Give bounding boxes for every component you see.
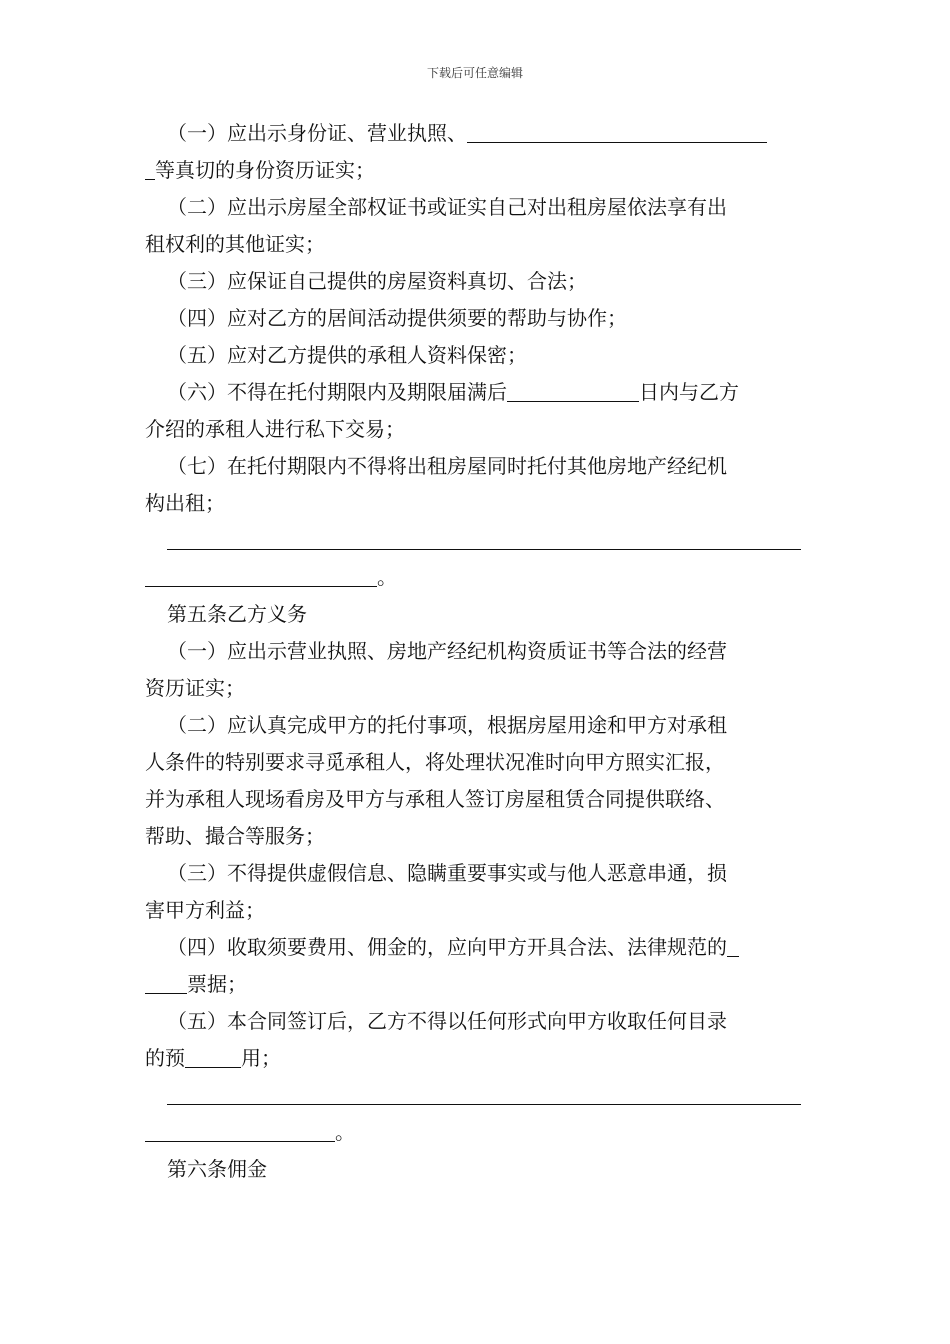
- clause-line: [145, 818, 807, 855]
- clause-text: （三）不得提供虚假信息、隐瞒重要事实或与他人恶意串通，损: [167, 861, 727, 885]
- clause-text: 第五条乙方义务: [167, 602, 307, 626]
- blank-line: [145, 1114, 807, 1151]
- clause-line: [145, 929, 807, 966]
- clause-line: [145, 707, 807, 744]
- clause-line: [145, 781, 807, 818]
- clause-line: [145, 892, 807, 929]
- clause-text: 租权利的其他证实；: [145, 232, 325, 256]
- clause-text: 害甲方利益；: [145, 898, 265, 922]
- blank-line: [145, 522, 807, 559]
- fill-blank: [507, 379, 639, 402]
- clause-text: 。: [335, 1120, 355, 1144]
- clause-text: 等真切的身份资历证实；: [155, 158, 375, 182]
- clause-line: [145, 1040, 807, 1077]
- clause-text: （五）应对乙方提供的承租人资料保密；: [167, 343, 527, 367]
- clause-line: [145, 670, 807, 707]
- clause-text: 的预: [145, 1046, 185, 1070]
- blank-line: [145, 1077, 807, 1114]
- clause-line: [145, 337, 807, 374]
- clause-text: 介绍的承租人进行私下交易；: [145, 417, 405, 441]
- clause-text: （二）应认真完成甲方的托付事项，根据房屋用途和甲方对承租: [167, 713, 727, 737]
- clause-line: [145, 374, 807, 411]
- fill-blank: [185, 1045, 241, 1068]
- clause-line: [145, 633, 807, 670]
- clause-text: （七）在托付期限内不得将出租房屋同时托付其他房地产经纪机: [167, 454, 727, 478]
- blank-line: [145, 559, 807, 596]
- clause-line: [145, 263, 807, 300]
- fill-blank: [145, 564, 377, 587]
- clause-text: 人条件的特别要求寻觅承租人，将处理状况准时向甲方照实汇报，: [145, 750, 725, 774]
- clause-line: [145, 115, 807, 152]
- clause-text: 帮助、撮合等服务；: [145, 824, 325, 848]
- clause-line: [145, 485, 807, 522]
- clause-text: （一）应出示营业执照、房地产经纪机构资质证书等合法的经营: [167, 639, 727, 663]
- clause-text: 并为承租人现场看房及甲方与承租人签订房屋租赁合同提供联络、: [145, 787, 725, 811]
- clause-text: 构出租；: [145, 491, 225, 515]
- clause-text: （二）应出示房屋全部权证书或证实自己对出租房屋依法享有出: [167, 195, 727, 219]
- clause-line: [145, 152, 807, 189]
- clause-text: （一）应出示身份证、营业执照、: [167, 121, 467, 145]
- fill-blank: [727, 934, 739, 957]
- fill-blank: [167, 527, 801, 550]
- fill-blank: [145, 157, 155, 180]
- clause-text: （四）应对乙方的居间活动提供须要的帮助与协作；: [167, 306, 627, 330]
- fill-blank: [467, 120, 767, 143]
- clause-text: 第六条佣金: [167, 1157, 267, 1181]
- clause-line: [145, 744, 807, 781]
- clause-text: 。: [377, 565, 397, 589]
- clause-text: （四）收取须要费用、佣金的，应向甲方开具合法、法律规范的: [167, 935, 727, 959]
- clause-text: （五）本合同签订后，乙方不得以任何形式向甲方收取任何目录: [167, 1009, 727, 1033]
- fill-blank: [167, 1082, 801, 1105]
- clause-text: 用；: [241, 1046, 281, 1070]
- clause-text: 资历证实；: [145, 676, 245, 700]
- clause-line: [145, 189, 807, 226]
- clause-line: [145, 411, 807, 448]
- page-header: 下载后可任意编辑: [426, 66, 523, 80]
- fill-blank: [145, 1119, 335, 1142]
- clause-text: （三）应保证自己提供的房屋资料真切、合法；: [167, 269, 587, 293]
- clause-text: 票据；: [187, 972, 247, 996]
- clause-line: [145, 448, 807, 485]
- document-body: [145, 115, 807, 1188]
- fill-blank: [145, 971, 187, 994]
- section-heading: [145, 1151, 807, 1188]
- clause-text: 日内与乙方: [639, 380, 739, 404]
- clause-text: （六）不得在托付期限内及期限届满后: [167, 380, 507, 404]
- clause-line: [145, 855, 807, 892]
- section-heading: [145, 596, 807, 633]
- clause-line: [145, 226, 807, 263]
- clause-line: [145, 966, 807, 1003]
- clause-line: [145, 300, 807, 337]
- clause-line: [145, 1003, 807, 1040]
